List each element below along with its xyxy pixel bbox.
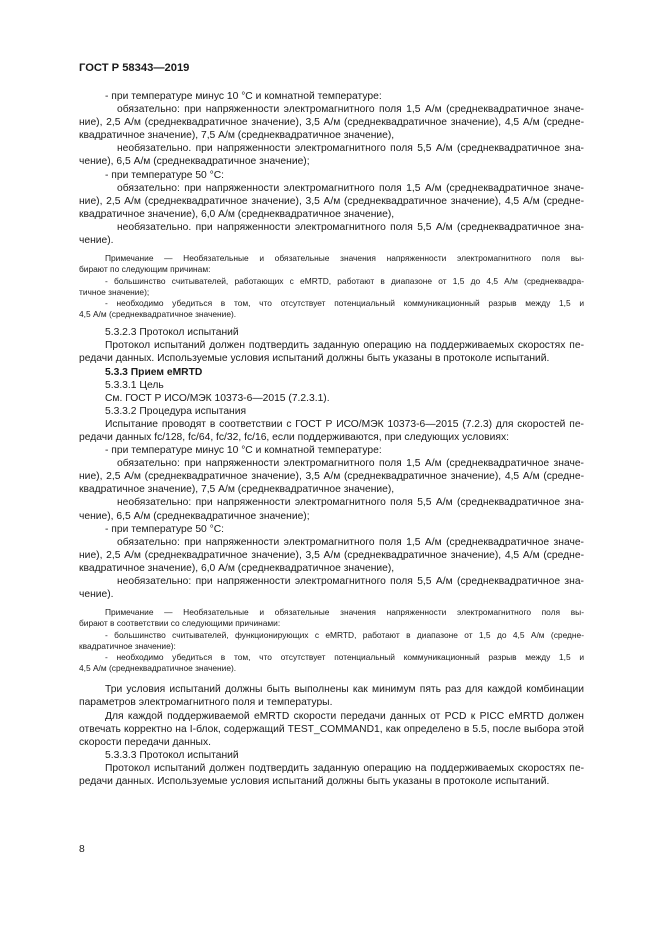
- text-line: обязательно: при напряженности электромагнитного поля 1,5 А/м (среднеквадратичное значе-: [117, 536, 584, 548]
- text-line: Испытание проводят в соответствии с ГОСТ Р ИСО/МЭК 10373-6—2015 (7.2.3) для скоростей пе-: [105, 418, 584, 430]
- section-heading: 5.3.3.1 Цель: [105, 379, 164, 391]
- note-line: бирают по следующим причинам:: [79, 264, 211, 275]
- note-line: - необходимо убедиться в том, что отсутствует потенциальный коммуникационный разрыв между 1,5 и: [105, 297, 584, 308]
- text-line: необязательно. при напряженности электромагнитного поля 5,5 А/м (среднеквадратичное зна-: [117, 143, 584, 155]
- text-line: отвечать корректно на I-блок, содержащий TEST_COMMAND1, как определено в 5.5, после выбора этой: [79, 723, 584, 735]
- note-line: - большинство считывателей, работающих с eMRTD, работают в диапазоне от 1,5 до 4,5 А/м (среднеквадра-: [105, 275, 584, 286]
- text-line: ние), 2,5 А/м (среднеквадратичное значение), 3,5 А/м (среднеквадратичное значение), 4,5 А/м (средне-: [79, 549, 584, 561]
- spacer: [79, 674, 584, 683]
- text-line: необязательно: при напряженности электромагнитного поля 5,5 А/м (среднеквадратичное зна-: [117, 576, 584, 588]
- section-heading: 5.3.3.3 Протокол испытаний: [105, 749, 239, 761]
- reference-line: См. ГОСТ Р ИСО/МЭК 10373-6—2015 (7.2.3.1).: [105, 392, 330, 404]
- text-line: редачи данных. Используемые условия испытаний должны быть указаны в протоколе испытаний.: [79, 776, 550, 787]
- page-number: 8: [79, 844, 85, 855]
- text-line: Три условия испытаний должны быть выполнены как минимум пять раз для каждой комбинации: [105, 684, 584, 696]
- section-heading: 5.3.2.3 Протокол испытаний: [105, 327, 239, 339]
- note-line: бирают в соответствии со следующими причинами:: [79, 618, 281, 629]
- list-item: - при температуре 50 °С:: [105, 169, 225, 181]
- text-line: квадратичное значение), 6,0 А/м (среднеквадратичное значение),: [79, 562, 395, 574]
- text-line: Для каждой поддерживаемой eMRTD скорости передачи данных от PCD к PICC eMRTD должен: [105, 710, 584, 722]
- note-line: - необходимо убедиться в том, что отсутствует потенциальный коммуникационный разрыв между 1,5 и: [105, 651, 584, 662]
- note-line: 4,5 А/м (среднеквадратичное значение).: [79, 309, 237, 320]
- document-body: [79, 90, 584, 788]
- text-line: квадратичное значение), 6,0 А/м (среднеквадратичное значение),: [79, 208, 395, 220]
- text-line: обязательно: при напряженности электромагнитного поля 1,5 А/м (среднеквадратичное значе-: [117, 458, 584, 470]
- text-line: чение), 6,5 А/м (среднеквадратичное значение);: [79, 156, 310, 168]
- section-heading: 5.3.3.2 Процедура испытания: [105, 405, 247, 417]
- note-line: - большинство считывателей, функционирующих с eMRTD, работают в диапазоне от 1,5 до 4,5 А/м (средне-: [105, 629, 584, 640]
- text-line: квадратичное значение), 7,5 А/м (среднеквадратичное значение),: [79, 130, 395, 142]
- text-line: квадратичное значение), 7,5 А/м (среднеквадратичное значение),: [79, 484, 395, 496]
- text-line: необязательно. при напряженности электромагнитного поля 5,5 А/м (среднеквадратичное зна-: [117, 221, 584, 233]
- text-line: обязательно: при напряженности электромагнитного поля 1,5 А/м (среднеквадратичное значе-: [117, 182, 584, 194]
- text-line: ние), 2,5 А/м (среднеквадратичное значение), 3,5 А/м (среднеквадратичное значение), 4,5 А/м (средне-: [79, 471, 584, 483]
- text-line: редачи данных fc/128, fc/64, fc/32, fc/16, если поддерживаются, при следующих условиях:: [79, 432, 509, 443]
- note-line: 4,5 А/м (среднеквадратичное значение).: [79, 663, 237, 674]
- text-line: Протокол испытаний должен подтвердить заданную операцию на поддерживаемых скоростях пе-: [105, 340, 584, 352]
- list-item: - при температуре 50 °С:: [105, 523, 225, 535]
- text-line: редачи данных. Используемые условия испытаний должны быть указаны в протоколе испытаний.: [79, 353, 550, 365]
- list-item: - при температуре минус 10 °С и комнатной температуре:: [105, 445, 382, 457]
- note-line: тичное значение);: [79, 286, 150, 297]
- text-line: параметров электромагнитного поля и температуры.: [79, 697, 333, 709]
- text-line: скорости передачи данных.: [79, 736, 211, 748]
- text-line: чение).: [79, 235, 114, 247]
- text-line: Протокол испытаний должен подтвердить заданную операцию на поддерживаемых скоростях пе-: [105, 762, 584, 774]
- text-line: ние), 2,5 А/м (среднеквадратичное значение), 3,5 А/м (среднеквадратичное значение), 4,5 А/м (средне-: [79, 117, 584, 129]
- text-line: ние), 2,5 А/м (среднеквадратичное значение), 3,5 А/м (среднеквадратичное значение), 4,5 А/м (средне-: [79, 195, 584, 207]
- note-line: квадратичное значение):: [79, 640, 176, 651]
- list-item: - при температуре минус 10 °С и комнатной температуре:: [105, 91, 382, 102]
- document-header: ГОСТ Р 58343—2019: [79, 62, 190, 74]
- text-line: необязательно: при напряженности электромагнитного поля 5,5 А/м (среднеквадратичное зна-: [117, 497, 584, 509]
- section-heading: 5.3.3 Прием eMRTD: [105, 366, 203, 378]
- text-line: чение), 6,5 А/м (среднеквадратичное значение);: [79, 510, 310, 522]
- note-line: Примечание — Необязательные и обязательные значения напряженности электромагнитного поля вы-: [105, 253, 584, 264]
- text-line: обязательно: при напряженности электромагнитного поля 1,5 А/м (среднеквадратичное значе-: [117, 104, 584, 116]
- text-line: чение).: [79, 589, 114, 601]
- note-line: Примечание — Необязательные и обязательные значения напряженности электромагнитного поля вы-: [105, 607, 584, 618]
